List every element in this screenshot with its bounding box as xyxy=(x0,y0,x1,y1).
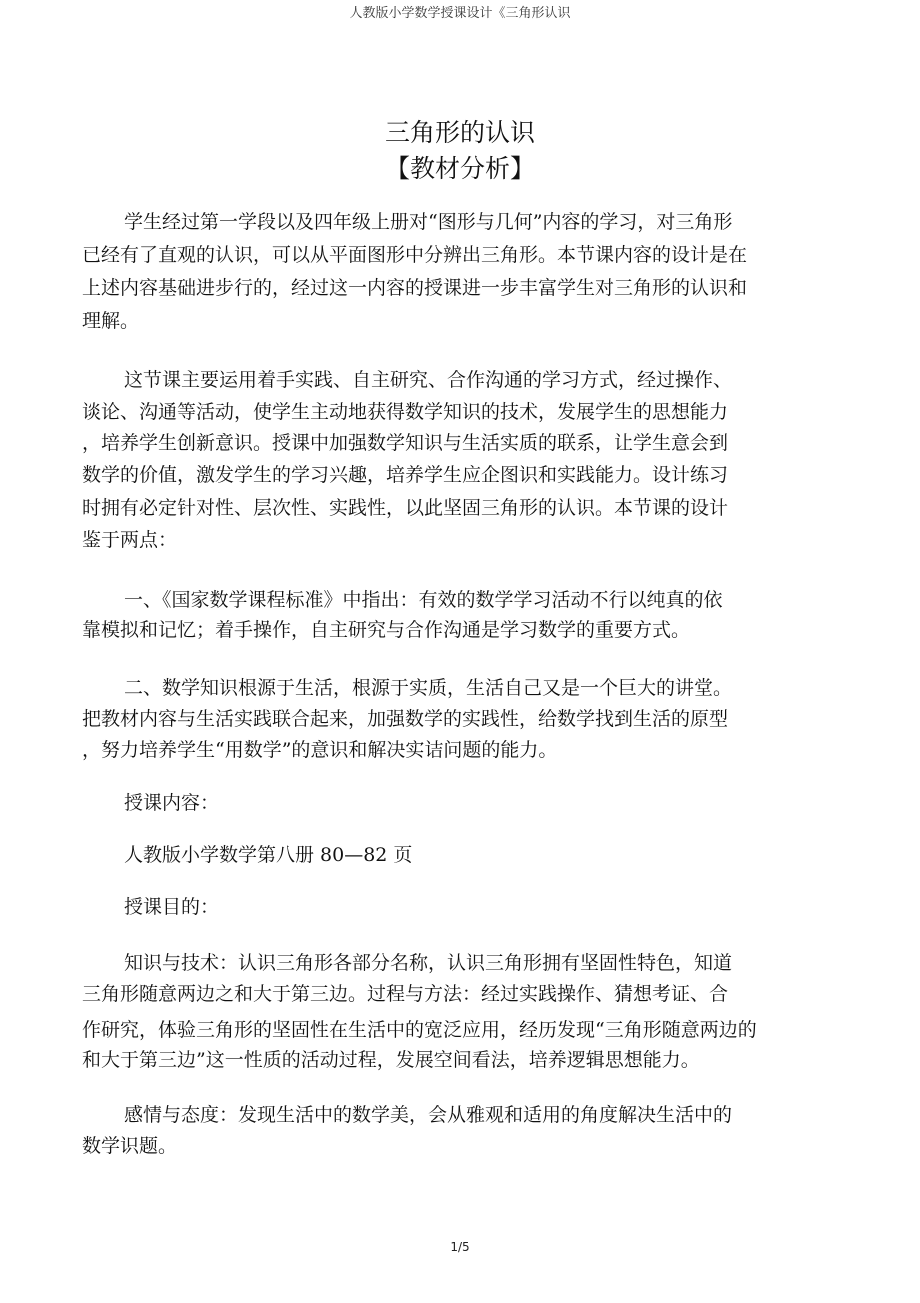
paragraph-2-line-6: 鉴于两点： xyxy=(82,529,178,551)
teaching-content-value: 人教版小学数学第八册 80—82 页 xyxy=(124,844,413,866)
paragraph-2-line-3: ，培养学生创新意识。授课中加强数学知识与生活实质的联系，让学生意会到 xyxy=(82,432,729,454)
paragraph-1-line-2: 已经有了直观的认识，可以从平面图形中分辨出三角形。本节课内容的设计是在 xyxy=(82,244,748,266)
paragraph-1-line-3: 上述内容基础进步行的，经过这一内容的授课进一步丰富学生对三角形的认识和 xyxy=(82,277,748,299)
paragraph-2-line-4: 数学的价值，激发学生的学习兴趣，培养学生应企图识和实践能力。设计练习 xyxy=(82,464,729,486)
document-title: 三角形的认识 xyxy=(384,118,535,147)
paragraph-4-line-1: 二、数学知识根源于生活，根源于实质，生活自己又是一个巨大的讲堂。 xyxy=(124,677,733,699)
attitude-line-2: 数学识题。 xyxy=(82,1135,178,1157)
objectives-line-4: 和大于第三边”这一性质的活动过程，发展空间看法，培养逻辑思想能力。 xyxy=(82,1049,700,1071)
attitude-line-1: 感情与态度：发现生活中的数学美，会从雅观和适用的角度解决生活中的 xyxy=(124,1104,733,1126)
running-header: 人教版小学数学授课设计《三角形认识 xyxy=(349,6,571,21)
paragraph-2-line-5: 时拥有必定针对性、层次性、实践性，以此坚固三角形的认识。本节课的设计 xyxy=(82,497,729,519)
paragraph-2-line-1: 这节课主要运用着手实践、自主研究、合作沟通的学习方式，经过操作、 xyxy=(124,369,733,391)
paragraph-1-line-4: 理解。 xyxy=(82,310,140,332)
page-number: 1/5 xyxy=(450,1240,470,1254)
paragraph-3-line-1: 一、《国家数学课程标准》中指出：有效的数学学习活动不行以纯真的依 xyxy=(124,589,723,611)
paragraph-3-line-2: 靠模拟和记忆；着手操作，自主研究与合作沟通是学习数学的重要方式。 xyxy=(82,619,691,641)
objectives-line-1: 知识与技术：认识三角形各部分名称，认识三角形拥有坚固性特色，知道 xyxy=(124,952,733,974)
objectives-line-3: 作研究，体验三角形的坚固性在生活中的宽泛应用，经历发现“三角形随意两边的 xyxy=(82,1019,757,1041)
section-heading-textbook-analysis: 【教材分析】 xyxy=(384,154,535,183)
paragraph-1-line-1: 学生经过第一学段以及四年级上册对“图形与几何”内容的学习，对三角形 xyxy=(124,211,733,233)
teaching-content-label: 授课内容： xyxy=(124,792,220,814)
objectives-line-2: 三角形随意两边之和大于第三边。过程与方法：经过实践操作、猜想考证、合 xyxy=(82,983,729,1005)
paragraph-4-line-3: ，努力培养学生“用数学”的意识和解决实诘问题的能力。 xyxy=(82,739,558,761)
paragraph-2-line-2: 谈论、沟通等活动，使学生主动地获得数学知识的技术，发展学生的思想能力 xyxy=(82,401,729,423)
teaching-objectives-label: 授课目的： xyxy=(124,896,220,918)
paragraph-4-line-2: 把教材内容与生活实践联合起来，加强数学的实践性，给数学找到生活的原型 xyxy=(82,708,729,730)
